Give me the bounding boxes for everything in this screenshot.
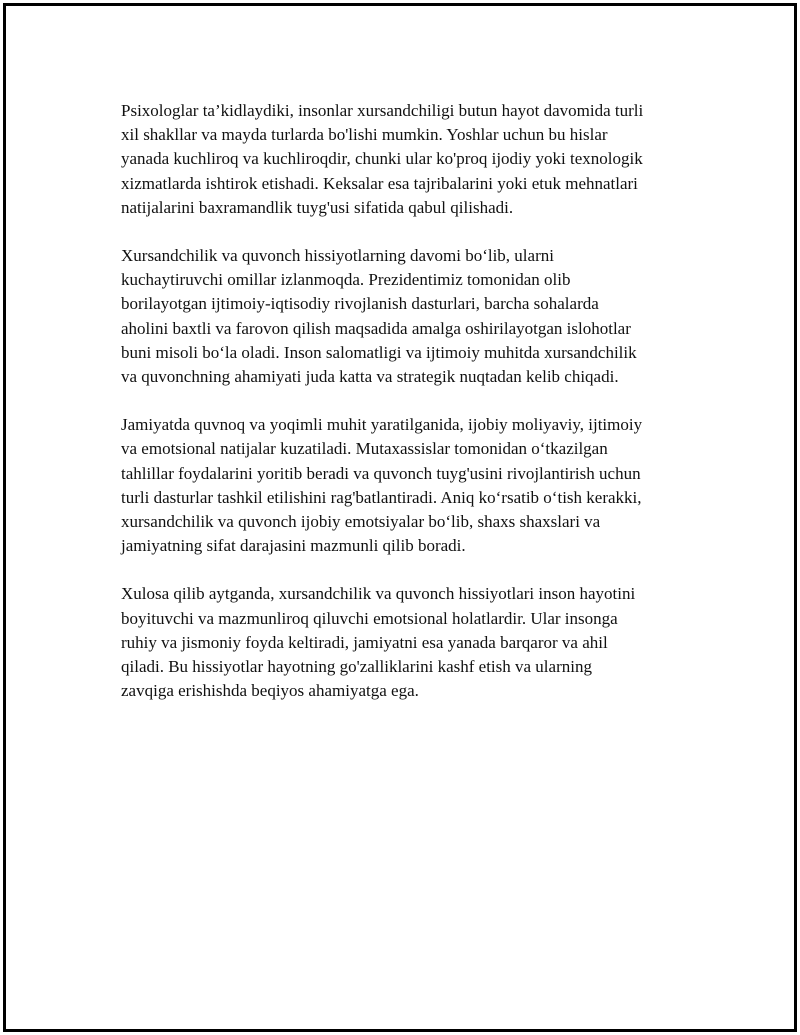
text-line: Xursandchilik va quvonch hissiyotlarning davomi boʻlib, ularni — [121, 246, 554, 266]
text-line: natijalarini baxramandlik tuyg'usi sifatida qabul qilishadi. — [121, 197, 514, 217]
paragraph-4 — [121, 582, 696, 703]
paragraph-3 — [121, 413, 696, 558]
text-line: zavqiga erishishda beqiyos ahamiyatga ega. — [121, 681, 419, 701]
text-line: aholini baxtli va farovon qilish maqsadida amalga oshirilayotgan islohotlar — [121, 318, 631, 338]
text-line: yanada kuchliroq va kuchliroqdir, chunki ular ko'proq ijodiy yoki texnologik — [121, 149, 643, 169]
text-line: xursandchilik va quvonch ijobiy emotsiyalar boʻlib, shaxs shaxslari va — [121, 512, 601, 532]
text-line: boyituvchi va mazmunliroq qiluvchi emotsional holatlardir. Ular insonga — [121, 608, 618, 628]
text-line: Jamiyatda quvnoq va yoqimli muhit yaratilganida, ijobiy moliyaviy, ijtimoiy — [121, 415, 643, 435]
text-line: xil shakllar va mayda turlarda bo'lishi mumkin. Yoshlar uchun bu hislar — [121, 125, 608, 145]
document-body — [121, 99, 696, 727]
text-line: va quvonchning ahamiyati juda katta va strategik nuqtadan kelib chiqadi. — [121, 367, 619, 387]
text-line: buni misoli boʻla oladi. Inson salomatligi va ijtimoiy muhitda xursandchilik — [121, 342, 637, 362]
text-line: turli dasturlar tashkil etilishini rag'batlantiradi. Aniq koʻrsatib oʻtish kerakki, — [121, 487, 642, 507]
text-line: xizmatlarda ishtirok etishadi. Keksalar esa tajribalarini yoki etuk mehnatlari — [121, 173, 638, 193]
text-line: borilayotgan ijtimoiy-iqtisodiy rivojlanish dasturlari, barcha sohalarda — [121, 294, 599, 314]
page-frame — [3, 3, 797, 1032]
text-line: Psixologlar ta’kidlaydiki, insonlar xursandchiligi butun hayot davomida turli — [121, 101, 644, 120]
text-line: tahlillar foydalarini yoritib beradi va quvonch tuyg'usini rivojlantirish uchun — [121, 463, 641, 483]
text-line: ruhiy va jismoniy foyda keltiradi, jamiyatni esa yanada barqaror va ahil — [121, 632, 608, 652]
text-line: kuchaytiruvchi omillar izlanmoqda. Prezidentimiz tomonidan olib — [121, 270, 571, 290]
paragraph-1 — [121, 99, 696, 220]
text-line: va emotsional natijalar kuzatiladi. Mutaxassislar tomonidan oʻtkazilgan — [121, 439, 608, 459]
text-line: qiladi. Bu hissiyotlar hayotning go'zalliklarini kashf etish va ularning — [121, 657, 592, 677]
text-line: Xulosa qilib aytganda, xursandchilik va quvonch hissiyotlari inson hayotini — [121, 584, 636, 604]
paragraph-2 — [121, 244, 696, 389]
text-line: jamiyatning sifat darajasini mazmunli qilib boradi. — [121, 536, 466, 556]
